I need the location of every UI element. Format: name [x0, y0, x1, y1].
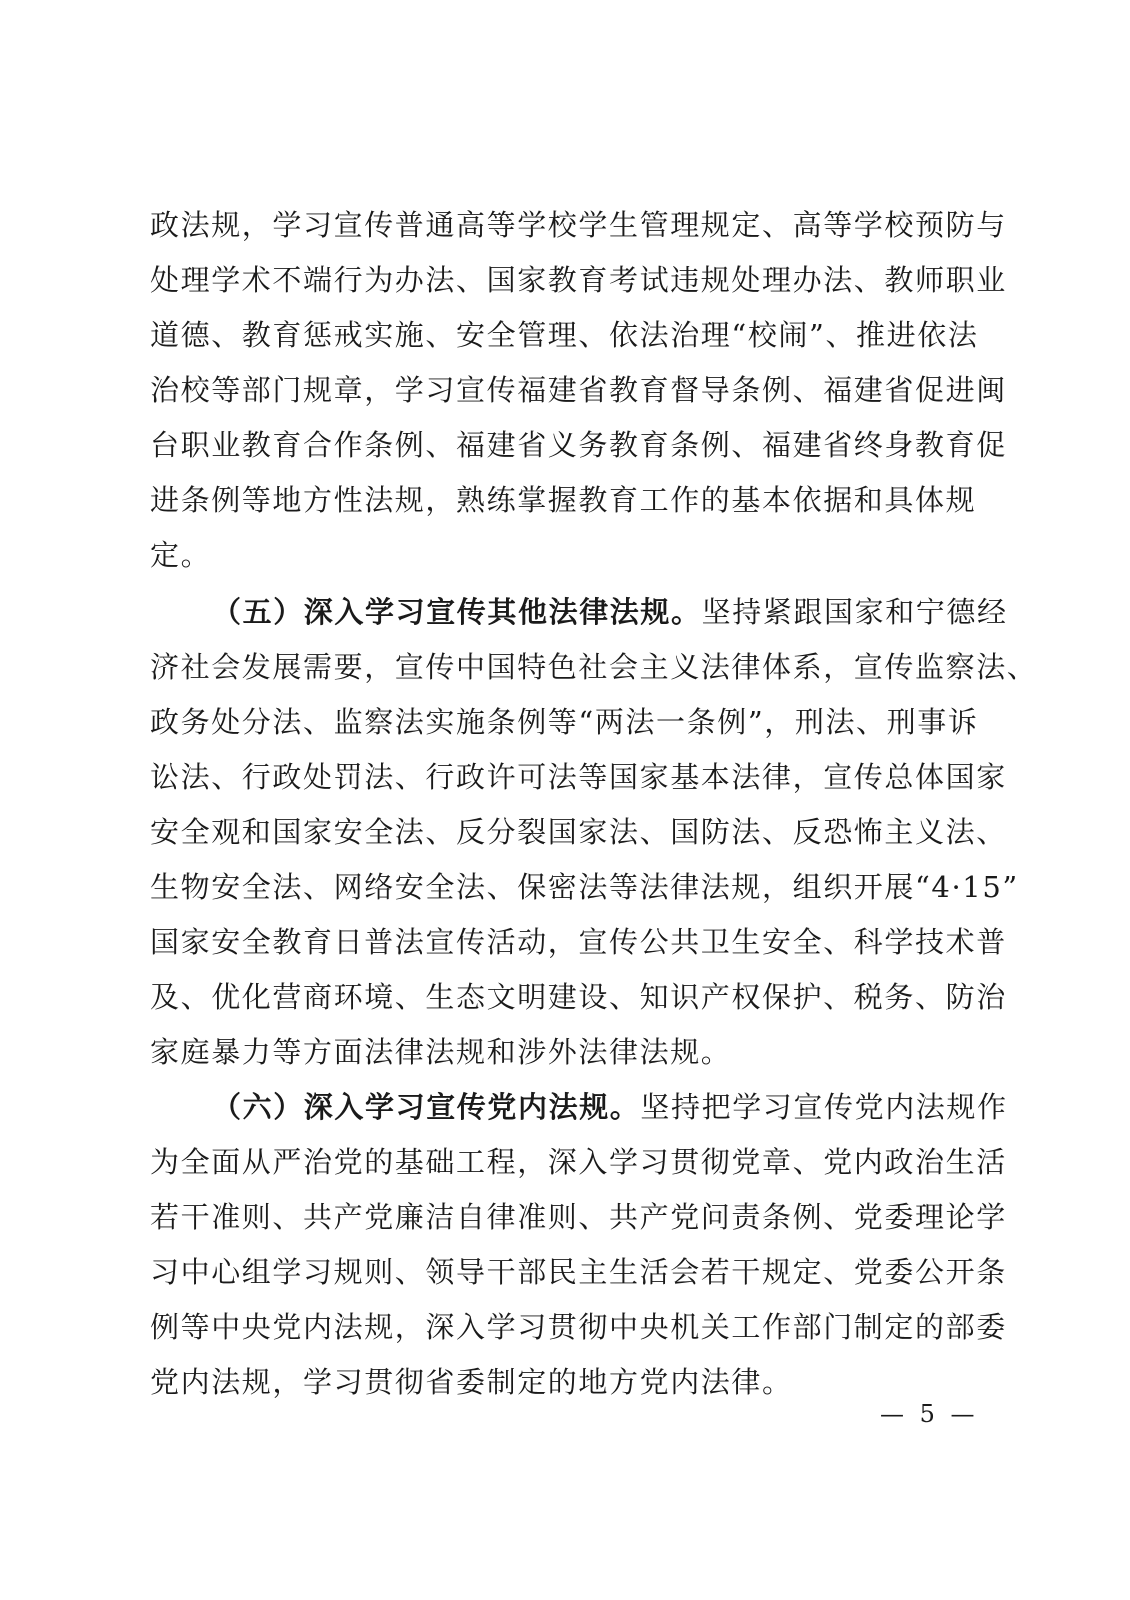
- text-run: 坚持把学习宣传党内法规作: [640, 1090, 1008, 1124]
- section-heading-5: （五）深入学习宣传其他法律法规。: [212, 595, 702, 629]
- text-line: 道德、教育惩戒实施、安全管理、依法治理“校闹”、推进依法: [150, 318, 979, 352]
- text-line: 党内法规，学习贯彻省委制定的地方党内法律。: [150, 1365, 793, 1399]
- text-line: 定。: [150, 538, 212, 572]
- section-heading-6: （六）深入学习宣传党内法规。: [212, 1090, 641, 1124]
- section-first-line: [150, 1080, 1008, 1135]
- text-line: 若干准则、共产党廉洁自律准则、共产党问责条例、党委理论学: [150, 1200, 1007, 1234]
- text-line: 处理学术不端行为办法、国家教育考试违规处理办法、教师职业: [150, 263, 1007, 297]
- text-line: 治校等部门规章，学习宣传福建省教育督导条例、福建省促进闽: [150, 373, 1007, 407]
- text-line: 例等中央党内法规，深入学习贯彻中央机关工作部门制定的部委: [150, 1310, 1007, 1344]
- section-first-line: [150, 585, 1008, 640]
- text-line: 政法规，学习宣传普通高等学校学生管理规定、高等学校预防与: [150, 208, 1007, 242]
- text-line: 国家安全教育日普法宣传活动，宣传公共卫生安全、科学技术普: [150, 925, 1007, 959]
- paragraph-education-regulations: [150, 198, 1007, 583]
- page-number: — 5 —: [880, 1400, 979, 1428]
- paragraph-party-regulations: [150, 1080, 1008, 1410]
- text-line: 台职业教育合作条例、福建省义务教育条例、福建省终身教育促: [150, 428, 1007, 462]
- text-line: 为全面从严治党的基础工程，深入学习贯彻党章、党内政治生活: [150, 1145, 1007, 1179]
- text-line: 讼法、行政处罚法、行政许可法等国家基本法律，宣传总体国家: [150, 760, 1007, 794]
- text-line: 生物安全法、网络安全法、保密法等法律法规，组织开展“4·15”: [150, 870, 1019, 904]
- text-line: 家庭暴力等方面法律法规和涉外法律法规。: [150, 1035, 732, 1069]
- text-line: 济社会发展需要，宣传中国特色社会主义法律体系，宣传监察法、: [150, 650, 1038, 684]
- text-line: 安全观和国家安全法、反分裂国家法、国防法、反恐怖主义法、: [150, 815, 1007, 849]
- text-line: 进条例等地方性法规，熟练掌握教育工作的基本依据和具体规: [150, 483, 977, 517]
- paragraph-other-laws: [150, 585, 1038, 1080]
- text-run: 坚持紧跟国家和宁德经: [701, 595, 1008, 629]
- document-body: [150, 198, 1038, 1410]
- text-line: 政务处分法、监察法实施条例等“两法一条例”，刑法、刑事诉: [150, 705, 979, 739]
- text-line: 及、优化营商环境、生态文明建设、知识产权保护、税务、防治: [150, 980, 1007, 1014]
- text-line: 习中心组学习规则、领导干部民主生活会若干规定、党委公开条: [150, 1255, 1007, 1289]
